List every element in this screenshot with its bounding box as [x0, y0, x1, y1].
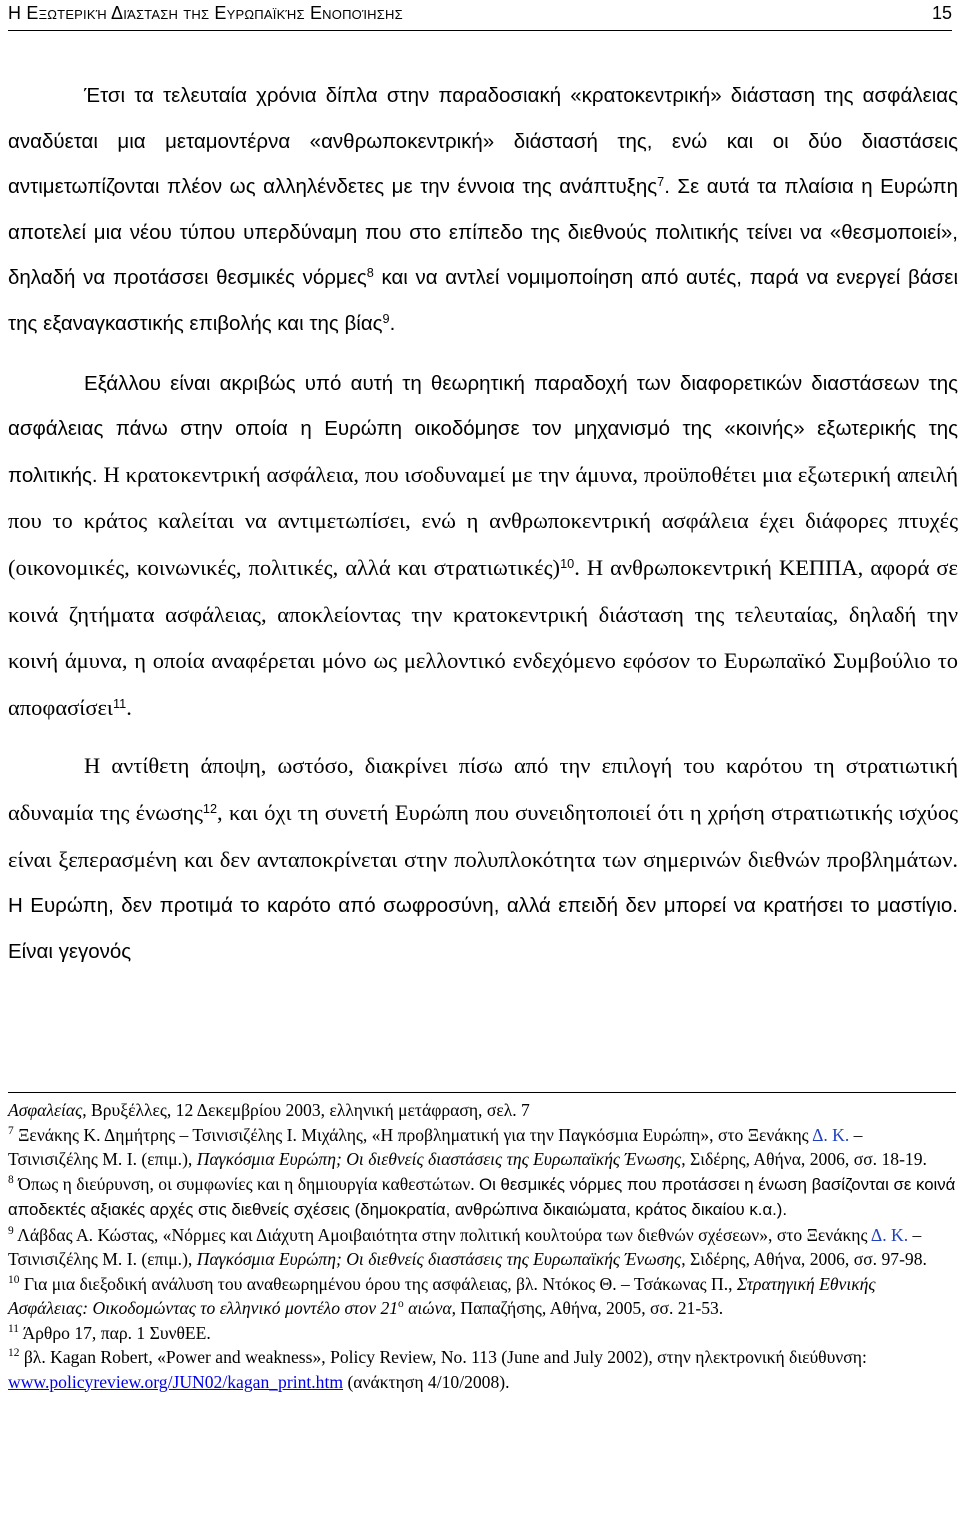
footnotes — [8, 1098, 956, 1394]
paragraph: Η αντίθετη άποψη, ωστόσο, διακρίνει πίσω από την επιλογή του καρότου τη στρατιωτική αδυναμία της ένωσης$^{12}$, και όχι τη συνετή Ευρώπη που συνειδητοποιεί ότι η χρήση στρατιωτικής ισχύος είναι ξεπερασμένη και δεν ανταποκρίνεται στην πολυπλοκότητα των σημερινών διεθνών προβλημάτων. Η Ευρώπη, δεν προτιμά το καρότο από σωφροσύνη, αλλά επειδή δεν μπορεί να κρατήσει το μαστίγιο. Είναι γεγονός — [8, 753, 958, 963]
header-title: Η Εξωτερική Διάσταση της Ευρωπαϊκής Ενοποίησης — [8, 3, 403, 23]
footnote-ref[interactable]: 11 — [113, 695, 127, 711]
footnote-9: $^9$ Λάβδας Α. Κώστας, «Νόρμες και Διάχυτη Αμοιβαιότητα στην πολιτική κουλτούρα των διεθνών σχέσεων», στο Ξενάκης Δ. Κ. – Τσινισιζέλης Μ. Ι. (επιμ.), Παγκόσμια Ευρώπη; Οι διεθνείς διαστάσεις της Ευρωπαϊκής Ένωσης, Σιδέρης, Αθήνα, 2006, σσ. 97-98. — [8, 1224, 927, 1269]
paragraph: Έτσι τα τελευταία χρόνια δίπλα στην παραδοσιακή «κρατοκεντρική» διάσταση της ασφάλειας αναδύεται μια μεταμοντέρνα «ανθρωποκεντρική» διάστασή της, ενώ και οι δύο διαστάσεις αντιμετωπίζονται πλέον ως αλληλένδετες με την έννοια της ανάπτυξης$^7$. Σε αυτά τα πλαίσια η Ευρώπη αποτελεί μια νέου τύπου υπερδύναμη που στο επίπεδο της διεθνούς πολιτικής τείνει να «θεσμοποιεί», δηλαδή να προτάσσει θεσμικές νόρμες$^8$ και να αντλεί νομιμοποίηση από αυτές, παρά να ενεργεί βάσει της εξαναγκαστικής επιβολής και της βίας$^9$. — [8, 84, 958, 335]
footnote-12: $^{12}$ βλ. Kagan Robert, «Power and weakness», Policy Review, No. 113 (June and July 2002), στην ηλεκτρονική διεύθυνση: www.policyreview.org/JUN02/kagan_print.htm (ανάκτηση 4/10/2008). — [8, 1347, 867, 1392]
footnote-ref[interactable]: 7 — [657, 174, 665, 190]
footnote-continuation: Ασφαλείας, Βρυξέλλες, 12 Δεκεμβρίου 2003, ελληνική μετάφραση, σελ. 7 — [8, 1100, 530, 1120]
footnote-10: $^{10}$ Για μια διεξοδική ανάλυση του αναθεωρημένου όρου της ασφάλειας, βλ. Ντόκος Θ. – Τσάκωνας Π., Στρατηγική Εθνικής Ασφάλειας: Οικοδομώντας το ελληνικό μοντέλο στον $21^o$ αιώνα, Παπαζήσης, Αθήνα, 2005, σσ. 21-53. — [8, 1273, 876, 1318]
footnote-7: $^7$ Ξενάκης Κ. Δημήτρης – Τσινισιζέλης Ι. Μιχάλης, «Η προβληματική για την Παγκόσμια Ευρώπη», στο Ξενάκης Δ. Κ. – Τσινισιζέλης Μ. Ι. (επιμ.), Παγκόσμια Ευρώπη; Οι διεθνείς διαστάσεις της Ευρωπαϊκής Ένωσης, Σιδέρης, Αθήνα, 2006, σσ. 18-19. — [8, 1124, 927, 1169]
policy-review-link[interactable]: www.policyreview.org/JUN02/kagan_print.htm — [8, 1371, 344, 1392]
footnote-separator — [8, 1092, 956, 1093]
footnote-ref[interactable]: 10 — [560, 555, 575, 571]
footnote-11: $^{11}$ Άρθρο 17, παρ. 1 ΣυνθΕΕ. — [8, 1322, 211, 1343]
footnote-ref[interactable]: 9 — [382, 310, 390, 326]
footnote-ref[interactable]: 12 — [202, 800, 218, 816]
footnote-ref[interactable]: 8 — [366, 265, 374, 281]
body-text — [8, 73, 958, 974]
running-header — [8, 0, 952, 31]
page-number: 15 — [931, 3, 952, 23]
footnote-8: $^8$ Όπως η διεύρυνση, οι συμφωνίες και η δημιουργία καθεστώτων. Οι θεσμικές νόρμες που προτάσσει η ένωση βασίζονται σε κοινά αποδεκτές αξιακές αρχές στις διεθνείς σχέσεις (δημοκρατία, ανθρώπινα δικαιώματα, κράτος δικαίου κ.α.). — [8, 1173, 956, 1219]
paragraph: Εξάλλου είναι ακριβώς υπό αυτή τη θεωρητική παραδοχή των διαφορετικών διαστάσεων της ασφάλειας πάνω στην οποία η Ευρώπη οικοδόμησε τον μηχανισμό της «κοινής» εξωτερικής της πολιτικής. Η κρατοκεντρική ασφάλεια, που ισοδυναμεί με την άμυνα, προϋποθέτει μια εξωτερική απειλή που το κράτος καλείται να αντιμετωπίσει, ενώ η ανθρωποκεντρική ασφάλεια έχει διάφορες πτυχές (οικονομικές, κοινωνικές, πολιτικές, αλλά και στρατιωτικές)$^{10}$. Η ανθρωποκεντρική ΚΕΠΠΑ, αφορά σε κοινά ζητήματα ασφάλειας, αποκλείοντας την κρατοκεντρική διάσταση της τελευταίας, δηλαδή την κοινή άμυνα, η οποία αναφέρεται μόνο ως μελλοντικό ενδεχόμενο εφόσον το Ευρωπαϊκό Συμβούλιο το αποφασίσει$^{11}$. — [8, 371, 958, 720]
